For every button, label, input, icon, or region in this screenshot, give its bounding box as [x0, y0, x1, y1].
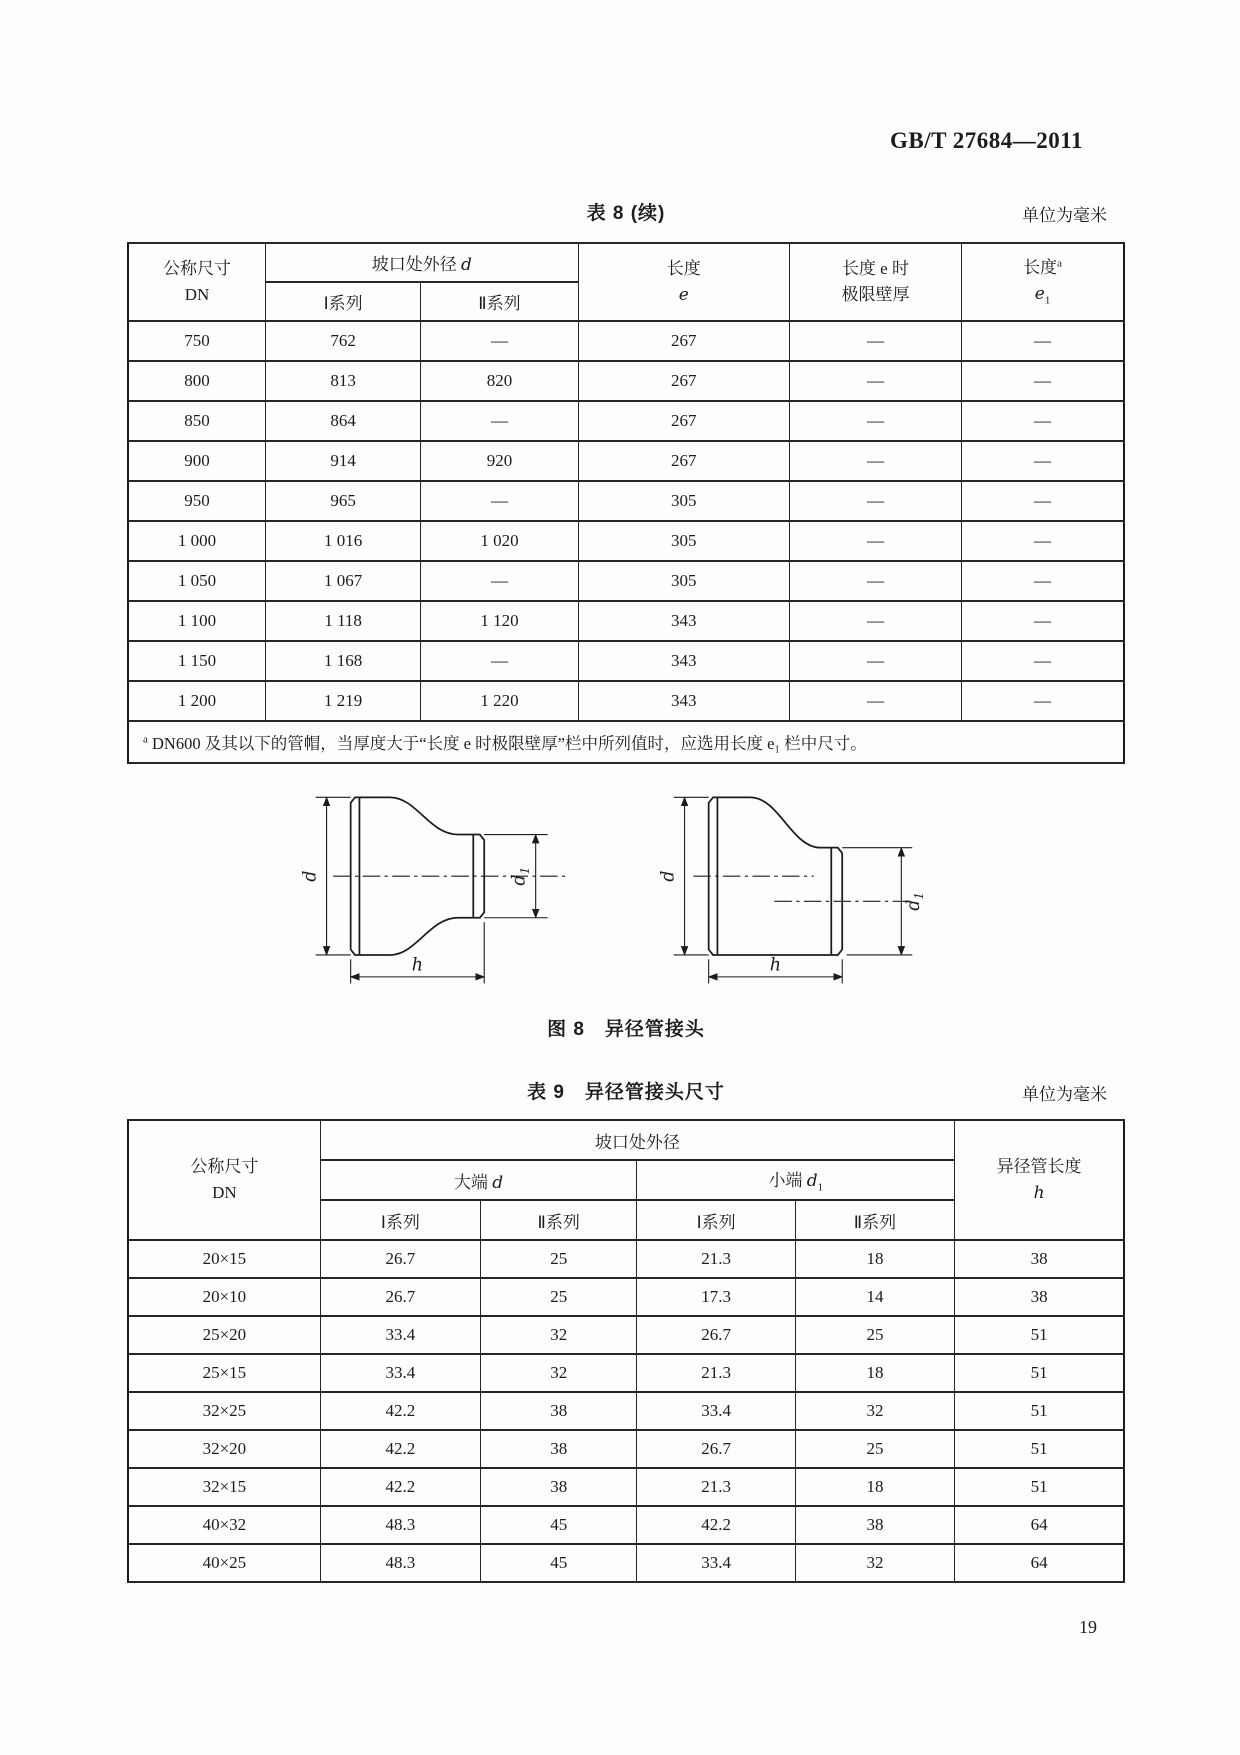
table-cell: 950 — [128, 481, 265, 521]
table-cell: 45 — [481, 1506, 637, 1544]
table-row — [128, 1354, 1124, 1392]
table-row — [128, 1316, 1124, 1354]
dim-label-h: h — [411, 955, 424, 976]
table-cell: 305 — [578, 521, 789, 561]
table-cell: 1 100 — [128, 601, 265, 641]
table-cell: — — [789, 481, 961, 521]
table8-col-dn: 公称尺寸 DN — [128, 243, 265, 321]
table9-col-od-group: 坡口处外径 — [320, 1120, 954, 1160]
table-cell: 32 — [795, 1392, 954, 1430]
table8-footnote-row — [128, 721, 1124, 763]
table-row — [128, 401, 1124, 441]
table-row — [128, 1278, 1124, 1316]
table-cell: — — [789, 401, 961, 441]
table9-col-big-series1: Ⅰ系列 — [320, 1200, 480, 1240]
table-cell: 25×20 — [128, 1316, 320, 1354]
table-row — [128, 561, 1124, 601]
table-cell: 1 219 — [265, 681, 420, 721]
table-row — [128, 1468, 1124, 1506]
table-cell: 42.2 — [320, 1392, 480, 1430]
table-cell: 26.7 — [320, 1240, 480, 1278]
table-cell: — — [789, 321, 961, 361]
table-cell: 1 118 — [265, 601, 420, 641]
table-cell: 25 — [795, 1430, 954, 1468]
table-cell: 267 — [578, 441, 789, 481]
standard-number: GB/T 27684—2011 — [889, 128, 1083, 153]
table-cell: 25×15 — [128, 1354, 320, 1392]
table-cell: 64 — [955, 1544, 1124, 1582]
table-cell: 38 — [481, 1392, 637, 1430]
table-cell: 48.3 — [320, 1544, 480, 1582]
concentric-reducer-diagram — [292, 782, 602, 990]
table-row — [128, 1392, 1124, 1430]
table-cell: 32×20 — [128, 1430, 320, 1468]
table-cell: — — [789, 361, 961, 401]
table-row — [128, 641, 1124, 681]
table-row — [128, 481, 1124, 521]
table-row — [128, 1240, 1124, 1278]
table-cell: 25 — [795, 1316, 954, 1354]
table-cell: — — [962, 601, 1124, 641]
table-cell: 914 — [265, 441, 420, 481]
table-cell: 33.4 — [637, 1544, 795, 1582]
table-cell: 343 — [578, 641, 789, 681]
table-cell: 1 168 — [265, 641, 420, 681]
table-cell: 1 050 — [128, 561, 265, 601]
table-row — [128, 681, 1124, 721]
table-cell: 42.2 — [320, 1430, 480, 1468]
table-cell: — — [962, 441, 1124, 481]
table-cell: — — [421, 321, 578, 361]
table-cell: 267 — [578, 321, 789, 361]
table-row — [128, 601, 1124, 641]
table-cell: 42.2 — [320, 1468, 480, 1506]
table-cell: 32×25 — [128, 1392, 320, 1430]
table-row — [128, 321, 1124, 361]
table-cell: — — [962, 401, 1124, 441]
table-cell: — — [962, 481, 1124, 521]
table-cell: — — [789, 601, 961, 641]
table9-col-small-series2: Ⅱ系列 — [795, 1200, 954, 1240]
table8-footer — [128, 721, 1124, 763]
table-cell: 40×25 — [128, 1544, 320, 1582]
table-cell: 343 — [578, 601, 789, 641]
table-cell: — — [421, 401, 578, 441]
table-cell: 38 — [481, 1468, 637, 1506]
table-cell: 1 150 — [128, 641, 265, 681]
table-cell: — — [789, 681, 961, 721]
table-cell: 18 — [795, 1240, 954, 1278]
table-cell: 51 — [955, 1354, 1124, 1392]
table9-col-big-series2: Ⅱ系列 — [481, 1200, 637, 1240]
table-cell: 762 — [265, 321, 420, 361]
table-cell: 51 — [955, 1468, 1124, 1506]
table-cell: 267 — [578, 361, 789, 401]
table9-col-small-series1: Ⅰ系列 — [637, 1200, 795, 1240]
table-cell: 800 — [128, 361, 265, 401]
table-cell: 26.7 — [637, 1430, 795, 1468]
page-number: 19 — [1079, 1617, 1097, 1637]
table9 — [127, 1119, 1125, 1583]
dim-label-d: d — [658, 870, 679, 882]
table-cell: 1 067 — [265, 561, 420, 601]
figure8 — [127, 782, 1125, 990]
table-row — [128, 1544, 1124, 1582]
table-cell: 64 — [955, 1506, 1124, 1544]
table-cell: 1 016 — [265, 521, 420, 561]
dim-label-h: h — [769, 955, 782, 976]
table-cell: 343 — [578, 681, 789, 721]
table-cell: 32 — [481, 1354, 637, 1392]
table-cell: 38 — [481, 1430, 637, 1468]
table-cell: 51 — [955, 1430, 1124, 1468]
table8-col-limit-thickness: 长度 e 时 极限壁厚 — [789, 243, 961, 321]
table9-body — [128, 1240, 1124, 1582]
table-cell: 33.4 — [320, 1316, 480, 1354]
table-cell: 864 — [265, 401, 420, 441]
figure8-caption: 图 8 异径管接头 — [547, 1019, 705, 1040]
table-cell: 38 — [795, 1506, 954, 1544]
table-cell: 305 — [578, 481, 789, 521]
table-cell: — — [789, 561, 961, 601]
table-cell: 42.2 — [637, 1506, 795, 1544]
dim-label-d1: $d_1$ — [509, 866, 533, 886]
table-cell: — — [789, 641, 961, 681]
table-cell: 33.4 — [637, 1392, 795, 1430]
table-row — [128, 1430, 1124, 1468]
eccentric-reducer-diagram — [650, 782, 960, 990]
table-cell: 32 — [481, 1316, 637, 1354]
table-cell: — — [962, 681, 1124, 721]
table8-caption: 表 8 (续) — [586, 203, 666, 224]
table-row — [128, 441, 1124, 481]
table-cell: 305 — [578, 561, 789, 601]
table-cell: 267 — [578, 401, 789, 441]
table-cell: 14 — [795, 1278, 954, 1316]
table-cell: — — [962, 321, 1124, 361]
table-cell: 38 — [955, 1240, 1124, 1278]
table-cell: 51 — [955, 1316, 1124, 1354]
table-cell: 48.3 — [320, 1506, 480, 1544]
table8 — [127, 242, 1125, 764]
table-cell: 33.4 — [320, 1354, 480, 1392]
dim-label-d1: $d_1$ — [903, 891, 927, 911]
table-cell: — — [421, 481, 578, 521]
table-cell: — — [962, 561, 1124, 601]
table8-col-od-group: 坡口处外径 d — [265, 243, 578, 282]
table-cell: 18 — [795, 1354, 954, 1392]
table-cell: 1 200 — [128, 681, 265, 721]
page-content — [127, 0, 1125, 1638]
table-cell: 965 — [265, 481, 420, 521]
table-cell: 51 — [955, 1392, 1124, 1430]
table-row — [128, 1506, 1124, 1544]
table8-header — [128, 243, 1124, 321]
table-row — [128, 521, 1124, 561]
table-cell: 750 — [128, 321, 265, 361]
table-cell: 21.3 — [637, 1240, 795, 1278]
table9-col-length: 异径管长度 h — [955, 1120, 1124, 1240]
table9-caption: 表 9 异径管接头尺寸 — [527, 1082, 725, 1103]
table-cell: 1 020 — [421, 521, 578, 561]
table-cell: — — [421, 641, 578, 681]
table-cell: 1 120 — [421, 601, 578, 641]
table9-col-dn: 公称尺寸 DN — [128, 1120, 320, 1240]
table8-col-series2: Ⅱ系列 — [421, 282, 578, 321]
table-cell: — — [962, 641, 1124, 681]
table-cell: 26.7 — [320, 1278, 480, 1316]
table-cell: 1 000 — [128, 521, 265, 561]
table-cell: 820 — [421, 361, 578, 401]
table8-unit-note: 单位为毫米 — [1022, 206, 1107, 225]
table8-footnote: $^a$ DN600 及其以下的管帽，当厚度大于“长度 e 时极限壁厚”栏中所列值时，应选用长度 e₁ 栏中尺寸。 — [128, 721, 1124, 763]
dim-label-d: d — [300, 870, 321, 882]
table-cell: — — [789, 441, 961, 481]
table9-caption-row — [127, 1077, 1125, 1107]
table9-header — [128, 1120, 1124, 1240]
table-cell: 900 — [128, 441, 265, 481]
table-cell: 920 — [421, 441, 578, 481]
table-cell: 20×10 — [128, 1278, 320, 1316]
table9-col-small-end: 小端 $d_1$ — [637, 1160, 955, 1200]
table-cell: 17.3 — [637, 1278, 795, 1316]
table8-caption-row — [127, 198, 1125, 228]
table-cell: — — [962, 521, 1124, 561]
table-cell: 45 — [481, 1544, 637, 1582]
table-cell: 21.3 — [637, 1354, 795, 1392]
table8-col-series1: Ⅰ系列 — [265, 282, 420, 321]
table8-body — [128, 321, 1124, 721]
table-cell: 32×15 — [128, 1468, 320, 1506]
table-cell: 32 — [795, 1544, 954, 1582]
table-cell: 38 — [955, 1278, 1124, 1316]
table-cell: 26.7 — [637, 1316, 795, 1354]
table9-col-big-end: 大端 d — [320, 1160, 637, 1200]
table-row — [128, 361, 1124, 401]
table-cell: 40×32 — [128, 1506, 320, 1544]
table-cell: 20×15 — [128, 1240, 320, 1278]
table-cell: 21.3 — [637, 1468, 795, 1506]
table-cell: 18 — [795, 1468, 954, 1506]
table-cell: 25 — [481, 1278, 637, 1316]
table-cell: 813 — [265, 361, 420, 401]
table-cell: 25 — [481, 1240, 637, 1278]
table8-col-length-e1: 长度$^a$ $e_1$ — [962, 243, 1124, 321]
table-cell: 1 220 — [421, 681, 578, 721]
table-cell: — — [421, 561, 578, 601]
table-cell: — — [789, 521, 961, 561]
table9-unit-note: 单位为毫米 — [1022, 1085, 1107, 1104]
table8-col-length: 长度 e — [578, 243, 789, 321]
table-cell: 850 — [128, 401, 265, 441]
table-cell: — — [962, 361, 1124, 401]
